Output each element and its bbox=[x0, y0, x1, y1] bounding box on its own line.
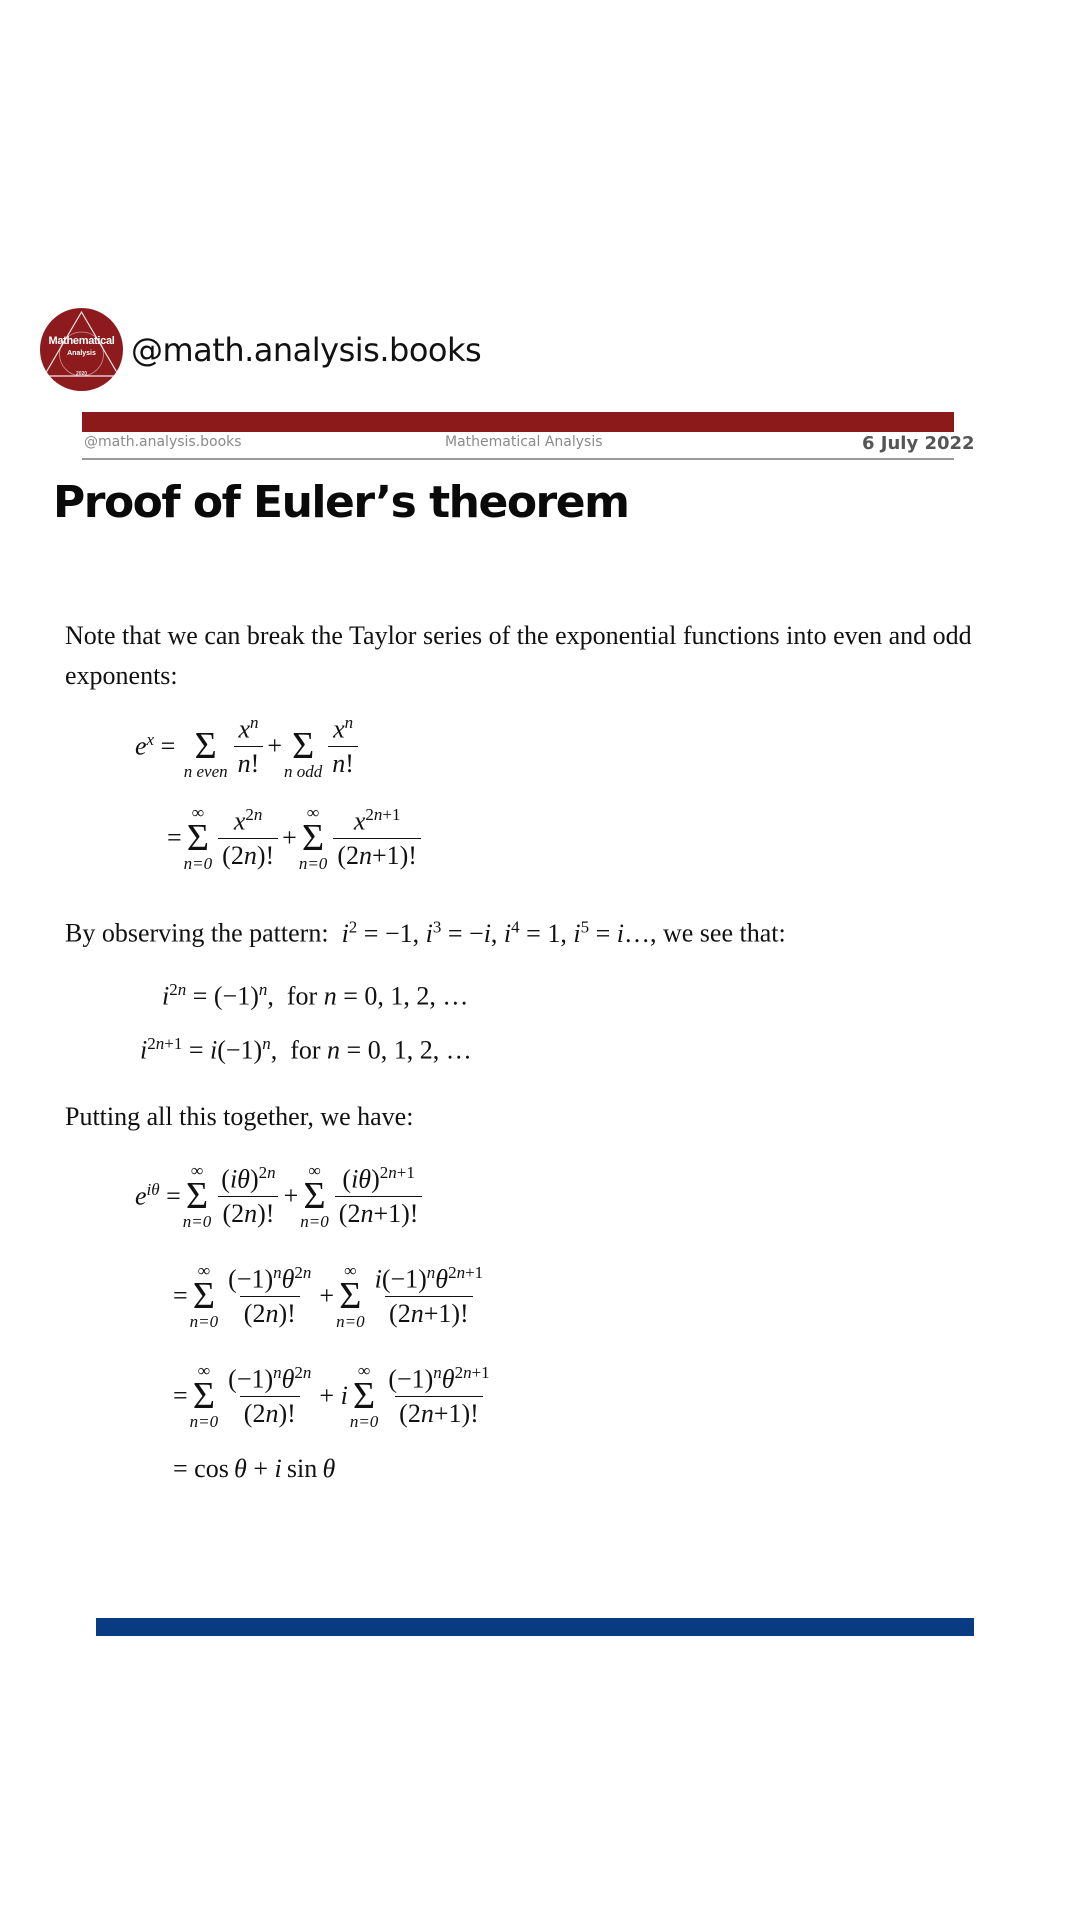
equation-row: $i^{2n} = (-1)^n$, for n = 0, 1, 2, … bbox=[162, 980, 469, 1011]
pattern-suffix: , we see that: bbox=[649, 918, 786, 948]
equation-row: = ∞ Σ n=0 $\frac{x^{2n}}{(2n)!}$ + ∞ Σ n=0 $\frac{x^{2n+1}}{(2n+1)!}$ bbox=[167, 804, 425, 872]
intro-paragraph: Note that we can break the Taylor series of the exponential functions into even and odd exponents: bbox=[65, 621, 972, 690]
pattern-formula: $i^2 = -1$, $i^3 = -i$, $i^4 = 1$, $i^5$ = i… bbox=[341, 917, 650, 948]
page-title: Proof of Euler’s theorem bbox=[53, 477, 629, 528]
equation-row: = cos θ + i sin θ bbox=[173, 1454, 336, 1483]
together-paragraph: Putting all this together, we have: bbox=[65, 1102, 414, 1131]
equation-row: = ∞ Σ n=0 $\frac{(-1)^n\theta^{2n}}{(2n)!}$ + i ∞ Σ n=0 $\frac{(-1)^n\theta^{2n+1}}{(2n+1)!}$ bbox=[173, 1361, 490, 1431]
pattern-prefix: By observing the pattern: bbox=[65, 918, 329, 948]
brand-logo[interactable] bbox=[40, 308, 123, 391]
equation-row: $e^x$ = Σ n even $\frac{x^n}{n!}$ + Σ n odd $\frac{x^n}{n!}$ bbox=[135, 712, 362, 780]
logo-text-analysis: Analysis bbox=[67, 350, 96, 357]
equation-row: $i^{2n+1} = i(-1)^n$, for n = 0, 1, 2, … bbox=[140, 1034, 472, 1065]
doc-header-handle: @math.analysis.books bbox=[84, 434, 242, 450]
logo-text-mathematical: Mathematical bbox=[48, 335, 115, 347]
equation-row: = ∞ Σ n=0 $\frac{(-1)^n\theta^{2n}}{(2n)!}$ + ∞ Σ n=0 $\frac{i(-1)^n\theta^{2n+1}}{(2n+1)!}$ bbox=[173, 1261, 484, 1331]
account-handle[interactable]: @math.analysis.books bbox=[131, 330, 482, 369]
profile-header bbox=[40, 308, 481, 391]
header-color-bar bbox=[82, 412, 954, 432]
pattern-paragraph bbox=[65, 907, 786, 954]
equation-row: $e^{i\theta}$ = ∞ Σ n=0 $\frac{(i\theta)^{2n}}{(2n)!}$ + ∞ Σ n=0 $\frac{(i\theta)^{2n+1}}{(2n+1)!}$ bbox=[135, 1162, 426, 1230]
logo-text-year: 2020 bbox=[75, 371, 88, 377]
doc-header-date: 6 July 2022 bbox=[862, 433, 975, 454]
footer-color-bar bbox=[96, 1618, 974, 1636]
header-divider bbox=[82, 458, 954, 460]
doc-header-subject: Mathematical Analysis bbox=[445, 434, 603, 450]
